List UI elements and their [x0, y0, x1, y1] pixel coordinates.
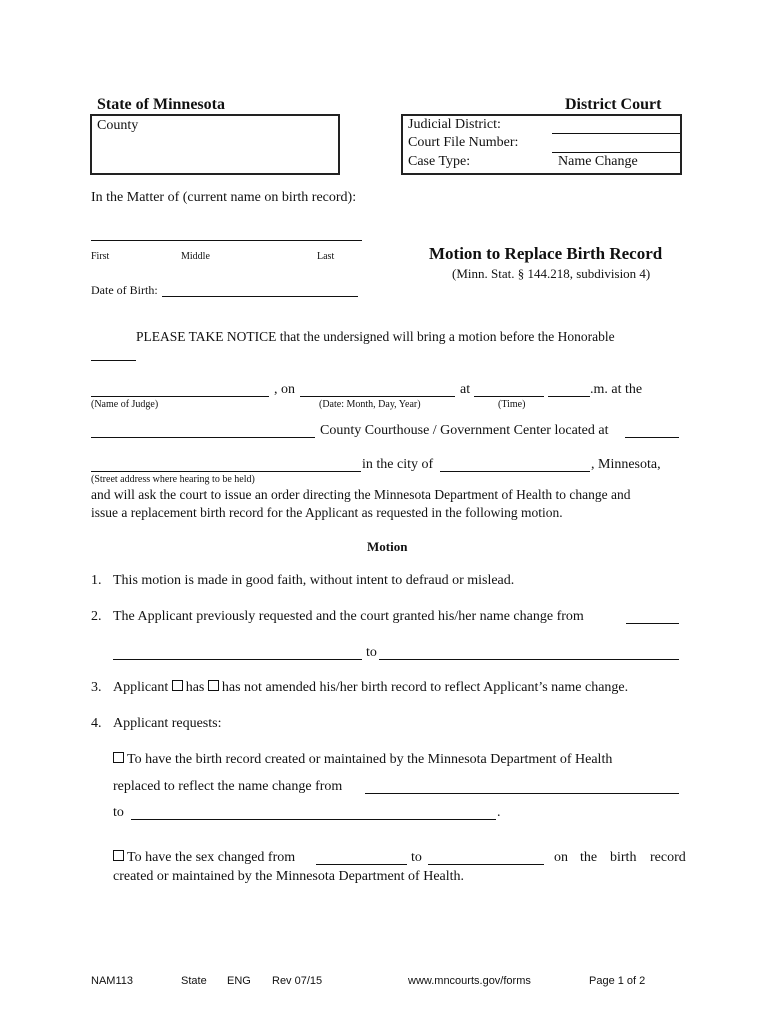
option-2-text-a: To have the sex changed from — [127, 850, 296, 865]
item-2-number: 2. — [91, 609, 102, 624]
court-file-field[interactable] — [552, 152, 680, 153]
courthouse-text: County Courthouse / Government Center located at — [320, 423, 609, 438]
replace-record-checkbox[interactable] — [113, 752, 124, 763]
option-1-period: . — [497, 805, 501, 820]
first-label: First — [91, 251, 110, 262]
dob-label: Date of Birth: — [91, 283, 158, 297]
item-3-line — [113, 680, 628, 696]
county-name-field[interactable] — [91, 437, 315, 438]
option-1-line-1 — [113, 752, 612, 768]
item-3-has: has — [185, 680, 205, 695]
new-name-field[interactable] — [379, 659, 679, 660]
option-2-line-1 — [113, 850, 295, 866]
ask-line-1: and will ask the court to issue an order directing the Minnesota Department of Health to change and — [91, 487, 631, 502]
court-file-label: Court File Number: — [408, 135, 519, 150]
item-2-to: to — [366, 645, 377, 660]
footer-language: ENG — [227, 975, 251, 987]
option-2-to: to — [411, 850, 422, 865]
dob-field[interactable] — [162, 296, 358, 297]
state-label: State of Minnesota — [97, 96, 225, 113]
has-not-checkbox[interactable] — [208, 680, 219, 691]
county-label: County — [97, 118, 139, 133]
option-2-record: record — [650, 850, 686, 865]
motion-title: Motion to Replace Birth Record — [429, 244, 663, 263]
option-2-on: on — [554, 850, 568, 865]
case-type-value: Name Change — [558, 154, 638, 169]
motion-heading: Motion — [367, 539, 408, 554]
option-1-to: to — [113, 805, 124, 820]
at-text: at — [460, 382, 471, 397]
last-label: Last — [317, 251, 335, 262]
item-3-number: 3. — [91, 680, 102, 695]
date-caption: (Date: Month, Day, Year) — [319, 399, 421, 410]
option-1-text-b: replaced to reflect the name change from — [113, 779, 343, 794]
m-at-the-text: .m. at the — [590, 382, 643, 397]
replace-to-field[interactable] — [131, 819, 496, 820]
replace-from-field[interactable] — [365, 793, 679, 794]
street-address-field[interactable] — [91, 471, 361, 472]
ask-line-2: issue a replacement birth record for the Applicant as requested in the following motion. — [91, 505, 563, 520]
prior-name-start-field[interactable] — [626, 623, 679, 624]
judge-name-field[interactable] — [91, 396, 269, 397]
item-1-text: This motion is made in good faith, without intent to defraud or mislead. — [113, 573, 515, 588]
in-city-of-text: in the city of — [362, 457, 434, 472]
footer-page-number: Page 1 of 2 — [589, 975, 646, 987]
street-address-caption: (Street address where hearing to be held) — [91, 474, 255, 485]
sex-to-field[interactable] — [428, 864, 544, 865]
case-info-box — [401, 114, 682, 175]
statute-reference: (Minn. Stat. § 144.218, subdivision 4) — [452, 266, 651, 281]
judicial-district-label: Judicial District: — [408, 117, 501, 132]
minnesota-text: , Minnesota, — [591, 457, 661, 472]
option-2-the: the — [580, 850, 598, 865]
city-field[interactable] — [440, 471, 590, 472]
footer-state: State — [181, 975, 207, 987]
item-2-text: The Applicant previously requested and the court granted his/her name change from — [113, 609, 584, 624]
current-name-field[interactable] — [91, 240, 362, 241]
am-pm-field[interactable] — [548, 396, 590, 397]
matter-intro: In the Matter of (current name on birth record): — [91, 190, 357, 205]
on-text: , on — [274, 382, 295, 397]
notice-text: PLEASE TAKE NOTICE that the undersigned will bring a motion before the Honorable — [136, 329, 615, 344]
item-3-has-not: has not amended his/her birth record to reflect Applicant’s name change. — [221, 680, 629, 695]
item-4-number: 4. — [91, 716, 102, 731]
item-4-text: Applicant requests: — [113, 716, 222, 731]
change-sex-checkbox[interactable] — [113, 850, 124, 861]
court-label: District Court — [565, 96, 662, 113]
option-2-birth: birth — [610, 850, 637, 865]
option-2-text-b: created or maintained by the Minnesota Department of Health. — [113, 869, 465, 884]
county-box[interactable] — [90, 114, 340, 175]
footer-url-link[interactable]: www.mncourts.gov/forms — [408, 975, 531, 987]
prior-name-field[interactable] — [113, 659, 362, 660]
footer-revision: Rev 07/15 — [272, 975, 323, 987]
sex-from-field[interactable] — [316, 864, 407, 865]
time-caption: (Time) — [498, 399, 526, 410]
item-3-applicant: Applicant — [113, 680, 169, 695]
has-checkbox[interactable] — [172, 680, 183, 691]
hearing-time-field[interactable] — [474, 396, 544, 397]
judge-name-caption: (Name of Judge) — [91, 399, 159, 410]
honorable-continuation-field[interactable] — [91, 360, 136, 361]
middle-label: Middle — [181, 251, 210, 262]
judicial-district-field[interactable] — [552, 133, 680, 134]
address-start-field[interactable] — [625, 437, 679, 438]
option-1-text-a: To have the birth record created or maintained by the Minnesota Department of Health — [127, 752, 613, 767]
hearing-date-field[interactable] — [300, 396, 455, 397]
item-1-number: 1. — [91, 573, 102, 588]
footer-form-id: NAM113 — [91, 975, 133, 987]
case-type-label: Case Type: — [408, 154, 471, 169]
